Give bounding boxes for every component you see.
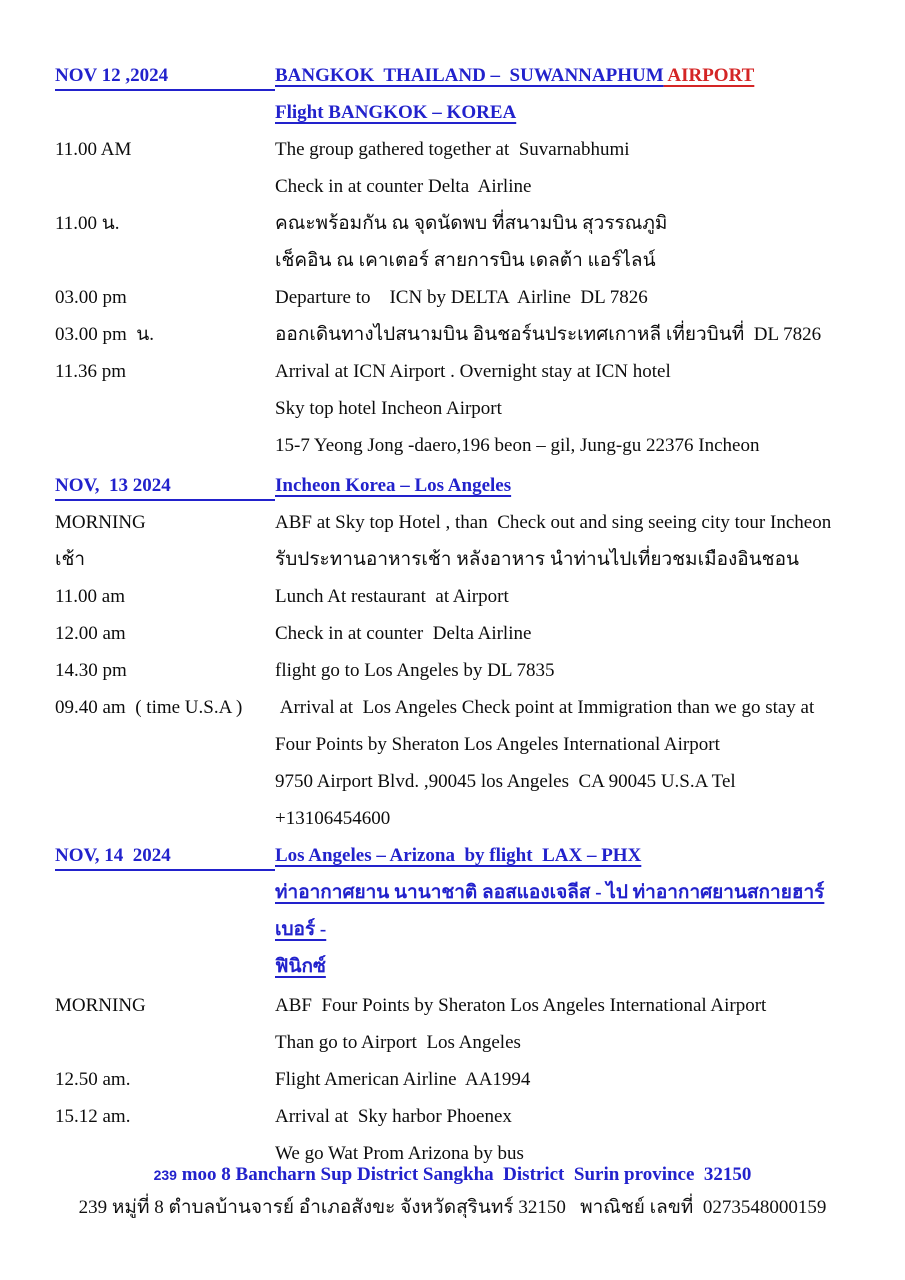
description-cell: ABF at Sky top Hotel , than Check out and sing seeing city tour Incheon xyxy=(275,512,832,533)
itinerary-row xyxy=(55,205,855,242)
itinerary-row-section-header xyxy=(55,57,855,94)
itinerary-row xyxy=(55,316,855,353)
itinerary-row xyxy=(55,1098,855,1135)
time-cell: MORNING xyxy=(55,512,146,533)
description-cell: รับประทานอาหารเช้า หลังอาหาร นำท่านไปเที่ยวชมเมืองอินชอน xyxy=(275,549,799,570)
time-cell: 12.00 am xyxy=(55,623,126,644)
itinerary-row xyxy=(55,578,855,615)
description-cell: Lunch At restaurant at Airport xyxy=(275,586,509,607)
description-cell: Arrival at ICN Airport . Overnight stay at ICN hotel xyxy=(275,361,671,382)
description-cell: The group gathered together at Suvarnabhumi xyxy=(275,139,630,160)
time-cell: 12.50 am. xyxy=(55,1069,131,1090)
time-cell: 14.30 pm xyxy=(55,660,127,681)
description-cell: คณะพร้อมกัน ณ จุดนัดพบ ที่สนามบิน สุวรรณภูมิ xyxy=(275,213,668,234)
description-cell: Departure to ICN by DELTA Airline DL 7826 xyxy=(275,287,648,308)
date-cell xyxy=(55,837,275,874)
itinerary-row xyxy=(55,242,855,279)
itinerary-row xyxy=(55,427,855,464)
section-title-main: BANGKOK THAILAND – SUWANNAPHUM xyxy=(275,65,664,86)
date-cell xyxy=(55,467,275,504)
time-cell: 11.00 am xyxy=(55,586,126,607)
itinerary-row xyxy=(55,504,855,541)
date-label: NOV 12 ,2024 xyxy=(55,63,275,91)
time-cell: 11.36 pm xyxy=(55,361,127,382)
itinerary-row xyxy=(55,1061,855,1098)
footer-address-en: 239 moo 8 Bancharn Sup District Sangkha District Surin province 32150 xyxy=(153,1164,752,1185)
time-cell: 09.40 am ( time U.S.A ) xyxy=(55,697,243,718)
time-cell: 03.00 pm น. xyxy=(55,324,155,345)
itinerary-row-section-header xyxy=(55,837,855,874)
description-cell: ออกเดินทางไปสนามบิน อินชอร์นประเทศเกาหลี เที่ยวบินที่ DL 7826 xyxy=(275,324,822,345)
section-title: Los Angeles – Arizona by flight LAX – PHX xyxy=(275,845,642,866)
time-cell: 11.00 AM xyxy=(55,139,132,160)
time-cell: MORNING xyxy=(55,995,146,1016)
description-cell: ABF Four Points by Sheraton Los Angeles International Airport xyxy=(275,995,767,1016)
description-cell: Check in at counter Delta Airline xyxy=(275,623,532,644)
itinerary-row xyxy=(55,168,855,205)
description-cell: เช็คอิน ณ เคาเตอร์ สายการบิน เดลต้า แอร์ไลน์ xyxy=(275,250,656,271)
date-label: NOV, 14 2024 xyxy=(55,843,275,871)
description-cell: Check in at counter Delta Airline xyxy=(275,176,532,197)
description-cell: Than go to Airport Los Angeles xyxy=(275,1032,521,1053)
itinerary-row xyxy=(55,353,855,390)
itinerary-row xyxy=(55,390,855,427)
footer-address-th: 239 หมู่ที่ 8 ตำบลบ้านจารย์ อำเภอสังขะ จังหวัดสุรินทร์ 32150 พาณิชย์ เลขที่ 0273548000159 xyxy=(78,1197,827,1218)
itinerary-row xyxy=(55,987,855,1024)
itinerary-document xyxy=(55,57,855,1172)
time-cell: 03.00 pm xyxy=(55,287,127,308)
itinerary-row xyxy=(55,1024,855,1061)
flight-subtitle: Flight BANGKOK – KOREA xyxy=(275,102,517,123)
description-cell: Arrival at Los Angeles Check point at Immigration than we go stay at xyxy=(275,697,815,718)
section-title-airport: AIRPORT xyxy=(663,65,755,86)
itinerary-row-thai-title xyxy=(55,874,855,948)
description-cell: flight go to Los Angeles by DL 7835 xyxy=(275,660,555,681)
date-label: NOV, 13 2024 xyxy=(55,473,275,501)
description-cell: Sky top hotel Incheon Airport xyxy=(275,398,502,419)
itinerary-row-thai-title xyxy=(55,948,855,985)
section-title: Incheon Korea – Los Angeles xyxy=(275,475,512,496)
itinerary-row xyxy=(55,279,855,316)
time-cell: 11.00 น. xyxy=(55,213,120,234)
description-cell: 9750 Airport Blvd. ,90045 los Angeles CA 90045 U.S.A Tel +13106454600 xyxy=(275,771,741,829)
description-cell: 15-7 Yeong Jong -daero,196 beon – gil, Jung-gu 22376 Incheon xyxy=(275,435,760,456)
itinerary-row xyxy=(55,131,855,168)
time-cell: 15.12 am. xyxy=(55,1106,131,1127)
itinerary-row-section-header xyxy=(55,467,855,504)
time-cell: เช้า xyxy=(55,549,86,570)
itinerary-row-subheader xyxy=(55,94,855,131)
footer xyxy=(0,1162,905,1221)
section-title xyxy=(275,57,855,94)
thai-route-title: ท่าอากาศยาน นานาชาติ ลอสแองเจลีส - ไป ท่าอากาศยานสกายฮาร์เบอร์ - xyxy=(275,882,825,940)
itinerary-row xyxy=(55,726,855,763)
description-cell: Flight American Airline AA1994 xyxy=(275,1069,531,1090)
itinerary-row xyxy=(55,652,855,689)
description-cell: We go Wat Prom Arizona by bus xyxy=(275,1143,524,1164)
itinerary-row xyxy=(55,541,855,578)
thai-route-title: ฟินิกซ์ xyxy=(275,956,326,977)
itinerary-row xyxy=(55,763,855,837)
itinerary-row xyxy=(55,689,855,726)
date-cell xyxy=(55,57,275,94)
itinerary-row xyxy=(55,615,855,652)
footer-house-number: 239 xyxy=(153,1167,177,1183)
description-cell: Four Points by Sheraton Los Angeles International Airport xyxy=(275,734,720,755)
description-cell: Arrival at Sky harbor Phoenex xyxy=(275,1106,512,1127)
